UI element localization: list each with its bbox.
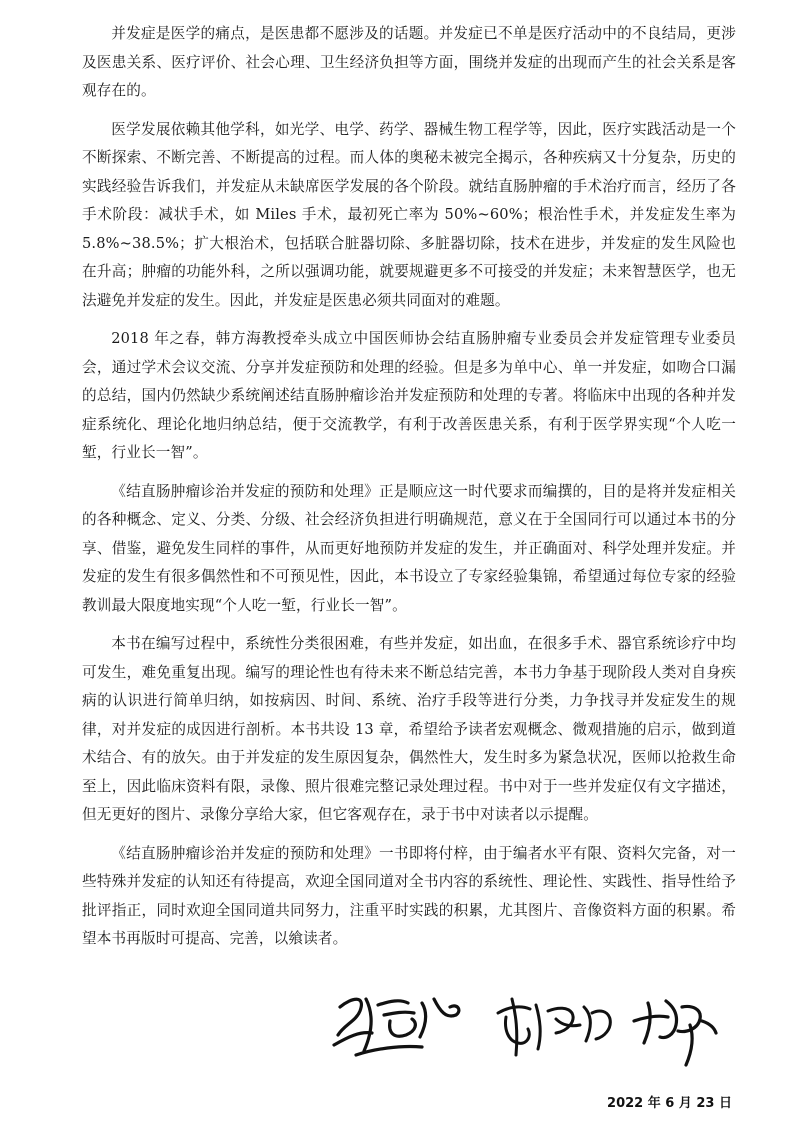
date: 2022 年 6 月 23 日: [607, 1096, 732, 1111]
paragraph-6: 《结直肠肿瘤诊治并发症的预防和处理》一书即将付梓，由于编者水平有限、资料欠完备，对一些特殊并发症的认知还有待提高，欢迎全国同道对全书内容的系统性、理论性、实践性、指导性给予批评指正，同时欢迎全国同道共同努力，注重平时实践的积累，尤其图片、音像资料方面的积累。希望本书再版时可提高、完善，以飨读者。: [82, 844, 736, 947]
signature-1: [334, 999, 459, 1055]
signature-2: [498, 999, 610, 1055]
signature-block: [330, 985, 750, 1070]
paragraph-4: 《结直肠肿瘤诊治并发症的预防和处理》正是顺应这一时代要求而编撰的，目的是将并发症相关的各种概念、定义、分类、分级、社会经济负担进行明确规范，意义在于全国同行可以通过本书的分享、借鉴，避免发生同样的事件，从而更好地预防并发症的发生，并正确面对、科学处理并发症。并发症的发生有很多偶然性和不可预见性，因此，本书设立了专家经验集锦，希望通过每位专家的经验教训最大限度地实现“个人吃一堑，行业长一智”。: [82, 482, 736, 614]
paragraph-3: 2018 年之春，韩方海教授牵头成立中国医师协会结直肠肿瘤专业委员会并发症管理专业委员会，通过学术会议交流、分享并发症预防和处理的经验。但是多为单中心、单一并发症，如吻合口漏的总结，国内仍然缺少系统阐述结直肠肿瘤诊治并发症预防和处理的专著。将临床中出现的各种并发症系统化、理论化地归纳总结，便于交流教学，有利于改善医患关系，有利于医学界实现“个人吃一堑，行业长一智”。: [82, 330, 736, 461]
paragraph-1: 并发症是医学的痛点，是医患都不愿涉及的话题。并发症已不单是医疗活动中的不良结局，更涉及医患关系、医疗评价、社会心理、卫生经济负担等方面，围绕并发症的出现而产生的社会关系是客观存在的。: [82, 25, 736, 99]
preface-body: [82, 20, 736, 964]
signature-3: [634, 1001, 716, 1065]
paragraph-5: 本书在编写过程中，系统性分类很困难，有些并发症，如出血，在很多手术、器官系统诊疗中均可发生，难免重复出现。编写的理论性也有待未来不断总结完善，本书力争基于现阶段人类对自身疾病的认识进行简单归纳，如按病因、时间、系统、治疗手段等进行分类，力争找寻并发症发生的规律，对并发症的成因进行剖析。本书共设 13 章，希望给予读者宏观概念、微观措施的启示，做到道术结合、有的放矢。由于并发症的发生原因复杂，偶然性大，发生时多为紧急状况，医师以抢救生命至上，因此临床资料有限，录像、照片很难完整记录处理过程。书中对于一些并发症仅有文字描述，但无更好的图片、录像分享给大家，但它客观存在，录于书中对读者以示提醒。: [82, 635, 736, 823]
paragraph-2: 医学发展依赖其他学科，如光学、电学、药学、器械生物工程学等，因此，医疗实践活动是一个不断探索、不断完善、不断提高的过程。而人体的奥秘未被完全揭示，各种疾病又十分复杂，历史的实践经验告诉我们，并发症从未缺席医学发展的各个阶段。就结直肠肿瘤的手术治疗而言，经历了各手术阶段：减状手术，如 Miles 手术，最初死亡率为 50%~60%；根治性手术，并发症发生率为 5.8%~38.5%；扩大根治术，包括联合脏器切除、多脏器切除，技术在进步，并发症的发生风险也在升高；肿瘤的功能外科，之所以强调功能，就要规避更多不可接受的并发症；未来智慧医学，也无法避免并发症的发生。因此，并发症是医患必须共同面对的难题。: [82, 120, 736, 309]
